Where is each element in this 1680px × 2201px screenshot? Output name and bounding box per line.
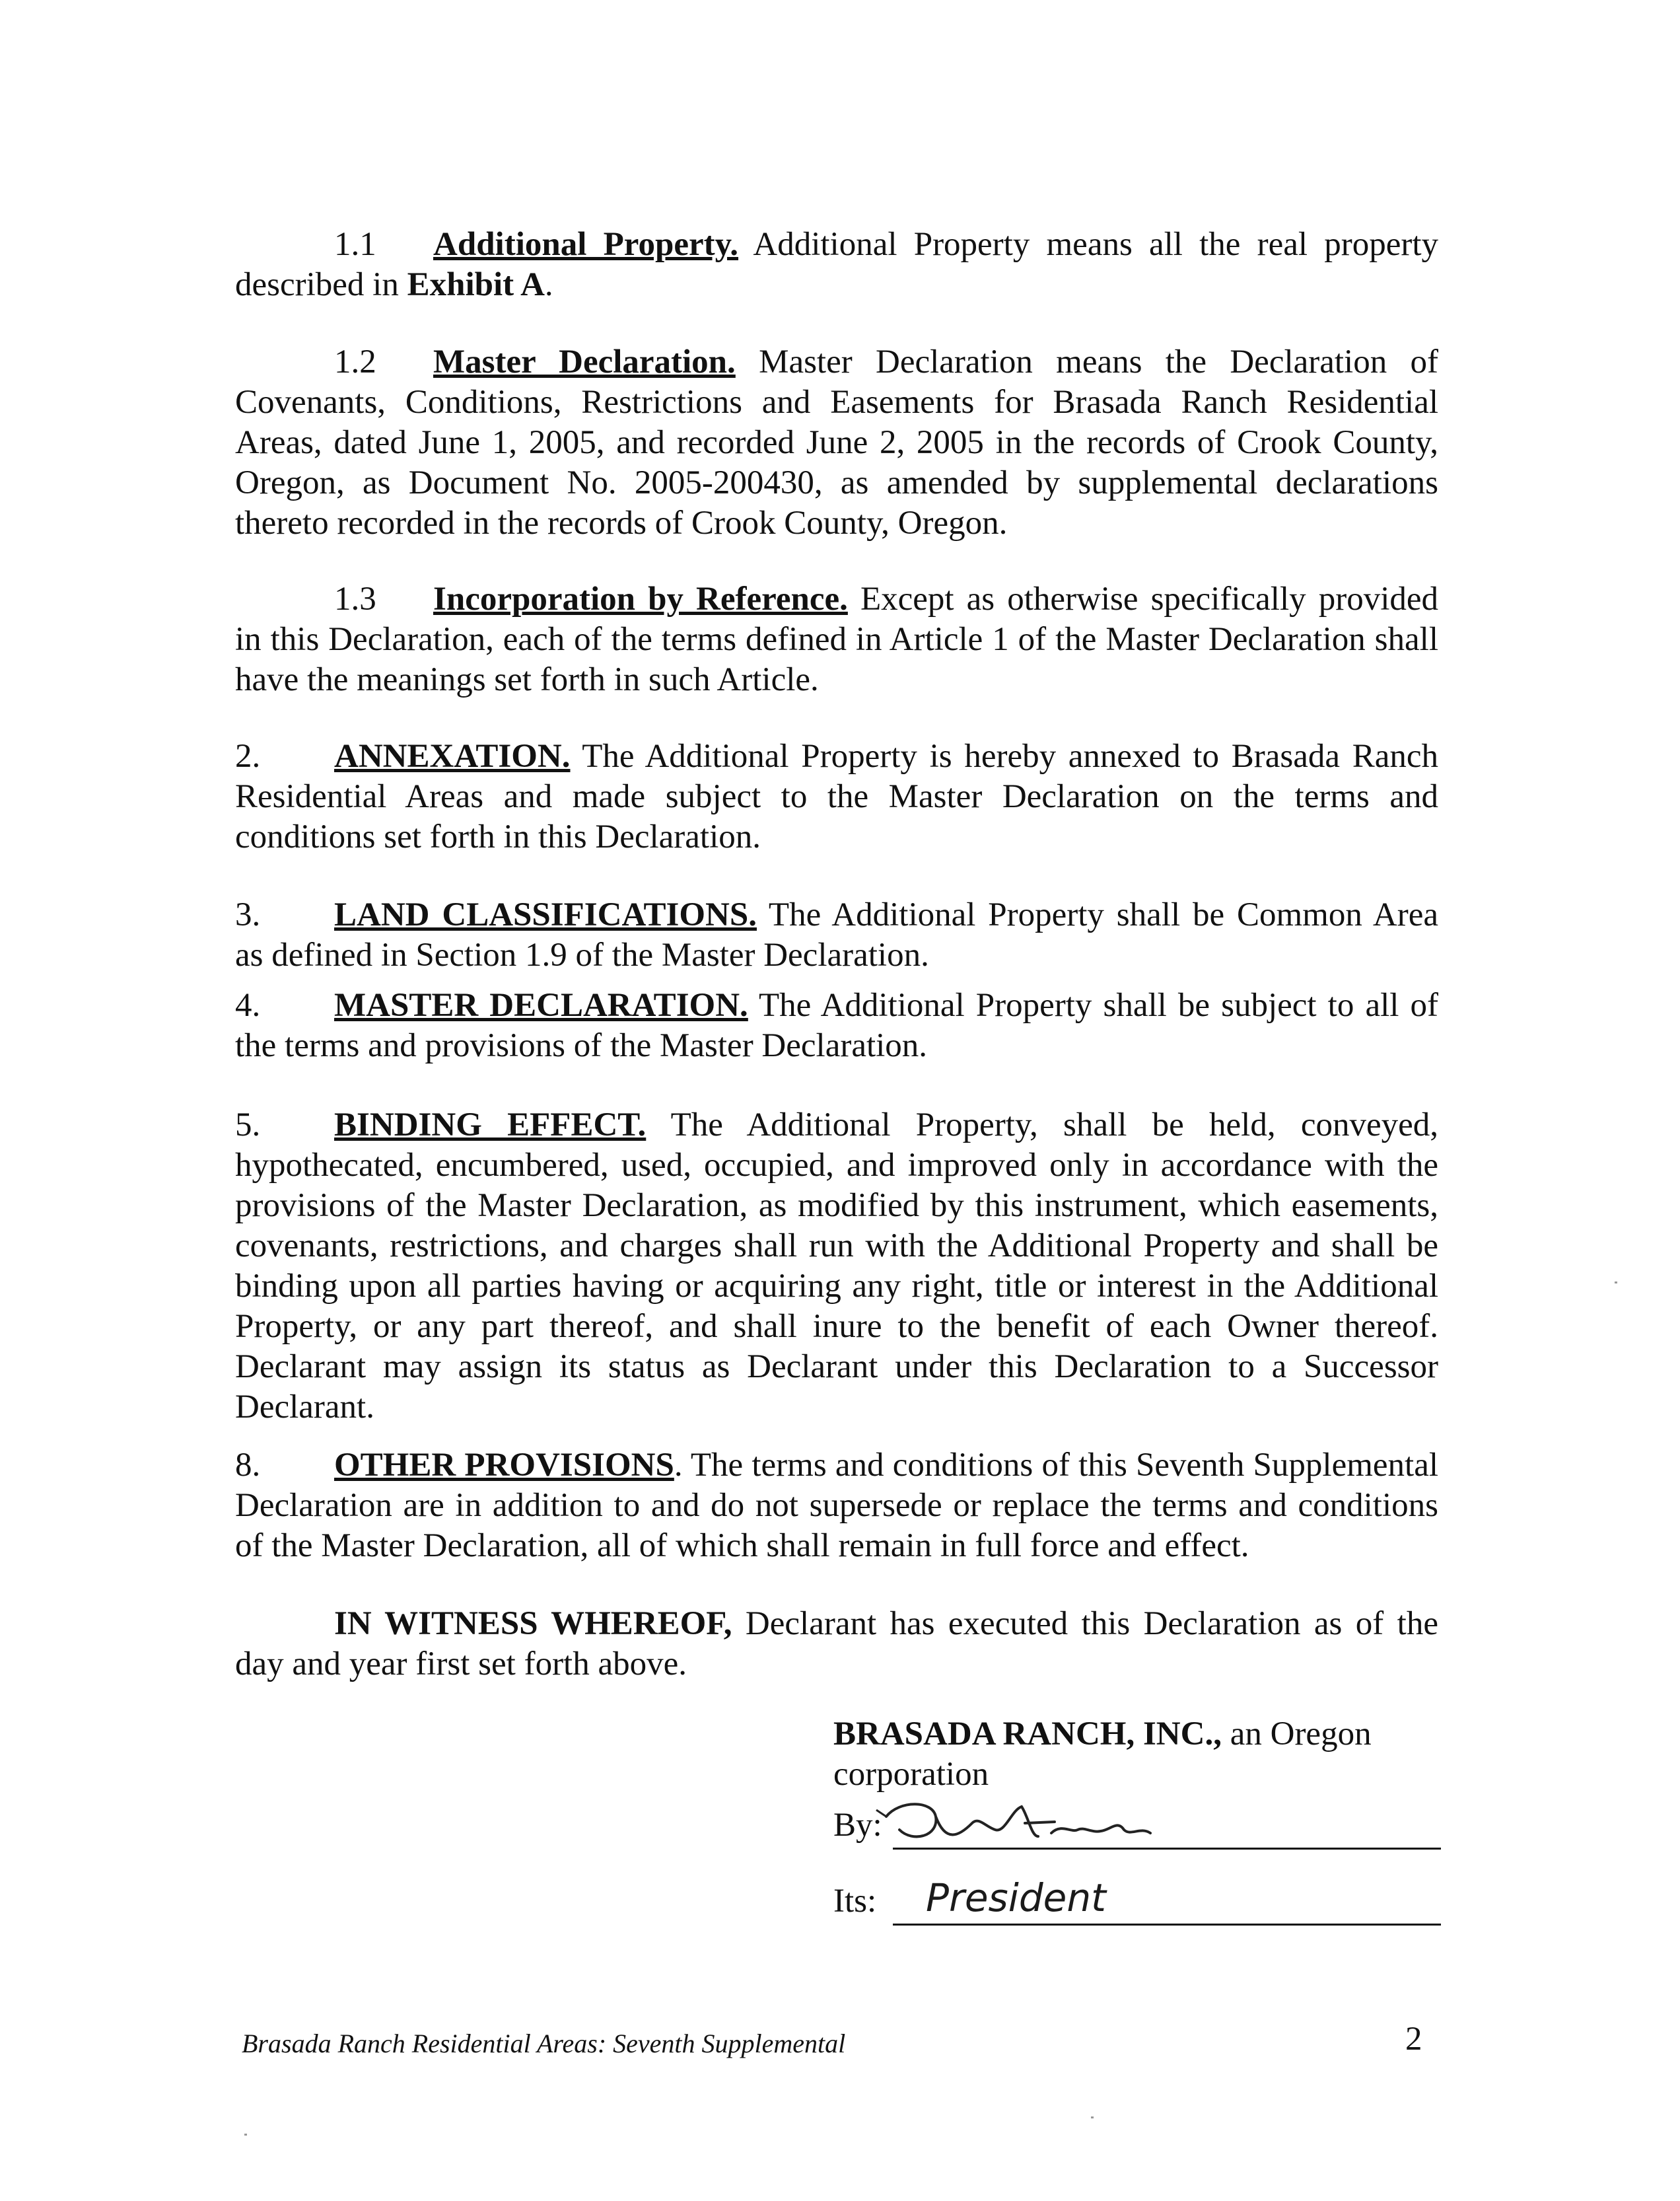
section-text: The Additional Property is hereby annexed to Brasada Ranch Residential Areas and made subject to the Master Declaration on the terms and conditions set forth in this Declaration. xyxy=(235,738,1438,855)
scan-speck xyxy=(244,2134,247,2136)
section-heading: Additional Property. xyxy=(433,226,739,263)
section-number: 8. xyxy=(235,1447,261,1484)
section-number: 1.2 xyxy=(334,343,376,380)
its-label: Its: xyxy=(833,1883,877,1920)
company-line xyxy=(833,1714,1441,1795)
company-name: BRASADA RANCH, INC., xyxy=(833,1715,1222,1752)
witness-clause xyxy=(235,1604,1438,1684)
its-handwritten-value: President xyxy=(926,1875,1106,1920)
section-number: 5. xyxy=(235,1106,261,1143)
section-text: Master Declaration means the Declaration of Covenants, Conditions, Restrictions and Easements for Brasada Ranch Residential Areas, dated June 1, 2005, and recorded June 2, 2005 in the records of Crook County, Oregon, as Document No. 2005-200430, as amended by supplemental declarations thereto recorded in the records of Crook County, Oregon. xyxy=(235,343,1438,542)
section-heading: LAND CLASSIFICATIONS. xyxy=(334,896,757,933)
section-number: 2. xyxy=(235,738,261,775)
its-row xyxy=(833,1875,1441,1932)
section-1-2 xyxy=(235,342,1438,544)
section-3 xyxy=(235,895,1438,976)
by-label: By: xyxy=(833,1807,882,1844)
section-2 xyxy=(235,737,1438,857)
section-number: 3. xyxy=(235,896,261,933)
section-text: The Additional Property shall be Common Area as defined in Section 1.9 of the Master Declaration. xyxy=(235,896,1438,974)
section-4 xyxy=(235,986,1438,1066)
section-text: The Additional Property shall be subject to all of the terms and provisions of the Master Declaration. xyxy=(235,987,1438,1064)
scan-speck xyxy=(1091,2116,1094,2118)
section-number: 1.3 xyxy=(334,581,376,618)
company-description: an Oregon corporation xyxy=(833,1715,1372,1793)
footer-title: Brasada Ranch Residential Areas: Seventh Supplemental xyxy=(242,2029,846,2058)
section-8 xyxy=(235,1445,1438,1566)
handwritten-signature xyxy=(873,1797,1216,1850)
section-number: 1.1 xyxy=(334,226,376,263)
witness-text: Declarant has executed this Declaration as of the day and year first set forth above. xyxy=(235,1605,1438,1682)
section-text: The Additional Property, shall be held, conveyed, hypothecated, encumbered, used, occupied, and improved only in accordance with the provisions of the Master Declaration, as modified by this instrument, which easements, covenants, restrictions, and charges shall run with the Additional Property and shall be binding upon all parties having or acquiring any right, title or interest in the Additional Property, or any part thereof, and shall inure to the benefit of each Owner thereof. Declarant may assign its status as Declarant under this Declaration to a Successor Declarant. xyxy=(235,1106,1438,1425)
section-text: . The terms and conditions of this Seventh Supplemental Declaration are in addition to and do not supersede or replace the terms and conditions of the Master Declaration, all of which shall remain in full force and effect. xyxy=(235,1447,1438,1564)
section-number: 4. xyxy=(235,987,261,1024)
section-heading: Master Declaration. xyxy=(433,343,736,380)
by-row xyxy=(833,1807,1441,1856)
section-5 xyxy=(235,1105,1438,1427)
section-1-1 xyxy=(235,225,1438,305)
section-text: Additional Property means all the real property described in xyxy=(235,226,1438,303)
section-heading: Incorporation by Reference. xyxy=(433,581,848,618)
section-text: Except as otherwise specifically provided in this Declaration, each of the terms defined in Article 1 of the Master Declaration shall have the meanings set forth in such Article. xyxy=(235,581,1439,698)
section-heading: BINDING EFFECT. xyxy=(334,1106,647,1143)
exhibit-reference: Exhibit A xyxy=(407,266,545,303)
section-heading: OTHER PROVISIONS xyxy=(334,1447,674,1484)
its-line xyxy=(893,1924,1441,1926)
section-text-tail: . xyxy=(544,266,553,303)
section-1-3 xyxy=(235,579,1438,700)
witness-lead: IN WITNESS WHEREOF, xyxy=(334,1605,732,1642)
section-heading: ANNEXATION. xyxy=(334,738,571,775)
section-heading: MASTER DECLARATION. xyxy=(334,987,748,1024)
page-number: 2 xyxy=(1405,2021,1422,2058)
scan-speck xyxy=(1615,1281,1617,1283)
